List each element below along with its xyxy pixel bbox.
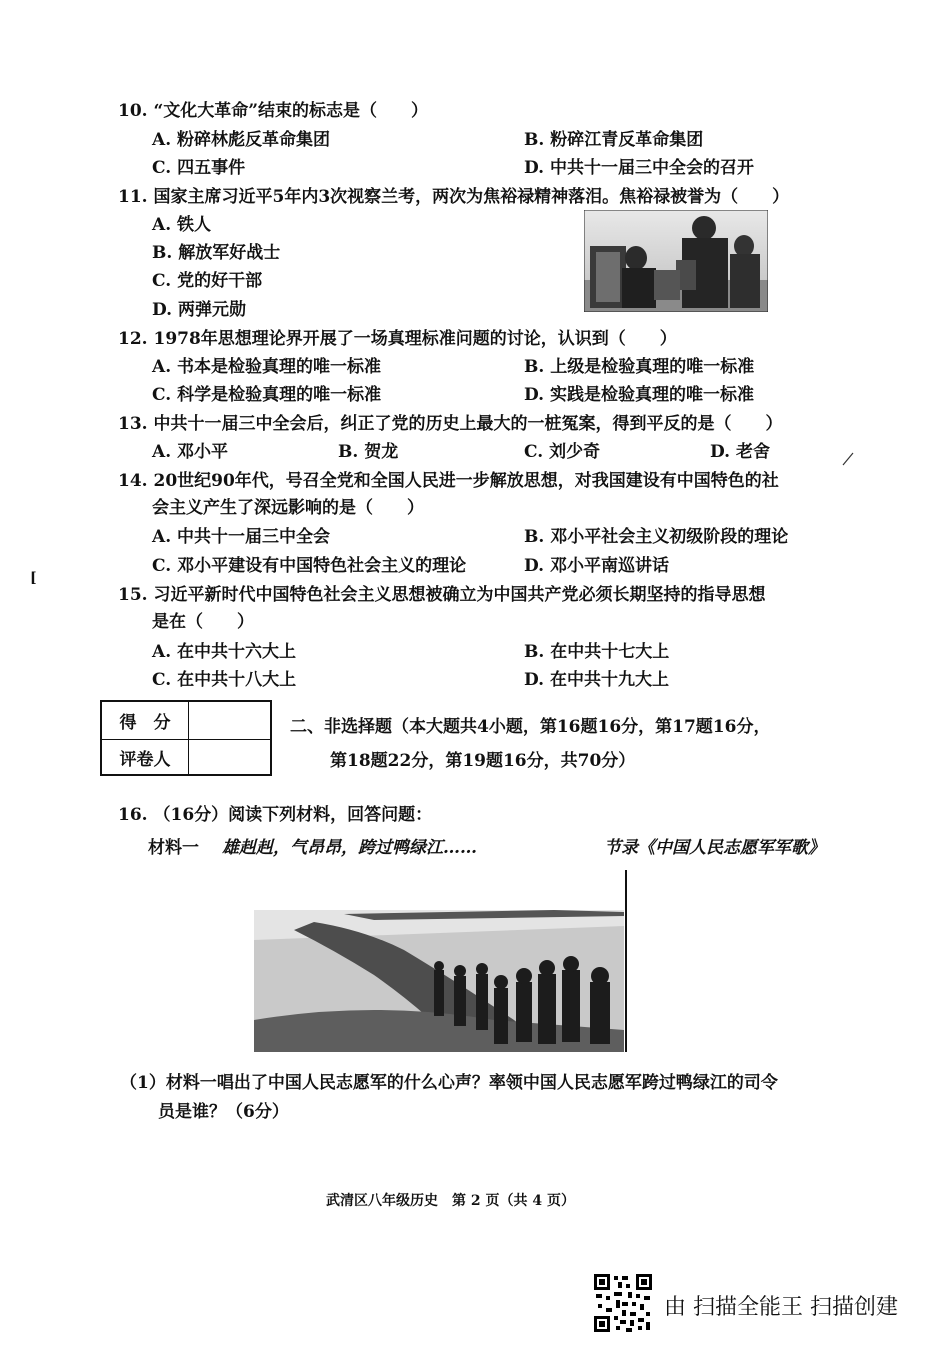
- q16-sub1-line1: （1）材料一唱出了中国人民志愿军的什么心声？率领中国人民志愿军跨过鸭绿江的司令: [120, 1073, 778, 1093]
- q16-stem: 16. （16分）阅读下列材料，回答问题：: [118, 805, 433, 825]
- q10-option-a: A. 粉碎林彪反革命集团: [152, 130, 331, 150]
- grader-field[interactable]: [188, 739, 270, 776]
- grader-label: 评卷人: [102, 739, 189, 776]
- pen-mark: [842, 452, 854, 466]
- material-label: 材料一: [148, 838, 199, 858]
- scanner-watermark: 由 扫描全能王 扫描创建: [664, 1295, 898, 1320]
- score-table: [100, 700, 272, 776]
- qr-code-icon: [592, 1272, 654, 1334]
- score-row: [102, 702, 270, 740]
- q11-option-c: C. 党的好干部: [152, 271, 263, 291]
- scan-mark: [: [30, 570, 37, 586]
- material-text: 雄赳赳，气昂昂，跨过鸭绿江……: [222, 838, 477, 858]
- q15-stem-line2: 是在（ ）: [152, 612, 254, 632]
- q14-stem-line2: 会主义产生了深远影响的是（ ）: [152, 498, 424, 518]
- section2-heading-line1: 二、非选择题（本大题共4小题，第16题16分，第17题16分，: [290, 717, 771, 737]
- q12-option-a: A. 书本是检验真理的唯一标准: [152, 357, 382, 377]
- q10-option-b: B. 粉碎江青反革命集团: [524, 130, 704, 150]
- qr-code: [592, 1272, 654, 1334]
- q14-option-b: B. 邓小平社会主义初级阶段的理论: [524, 527, 789, 547]
- q10-option-c: C. 四五事件: [152, 158, 246, 178]
- q11-option-b: B. 解放军好战士: [152, 243, 281, 263]
- q13-option-b: B. 贺龙: [338, 442, 399, 462]
- q15-option-b: B. 在中共十七大上: [524, 642, 670, 662]
- jiao-yulu-photo-graphic: [584, 210, 768, 312]
- q12-option-b: B. 上级是检验真理的唯一标准: [524, 357, 755, 377]
- page-footer: 武清区八年级历史 第 2 页（共 4 页）: [326, 1193, 575, 1209]
- q13-stem: 13. 中共十一届三中全会后，纠正了党的历史上最大的一桩冤案，得到平反的是（ ）: [118, 414, 783, 434]
- q15-option-d: D. 在中共十九大上: [524, 670, 669, 690]
- q11-stem: 11. 国家主席习近平5年内3次视察兰考，两次为焦裕禄精神落泪。焦裕禄被誉为（ ）: [118, 187, 790, 207]
- grader-row: [102, 739, 270, 776]
- q16-sub1-line2: 员是谁？（6分）: [158, 1102, 289, 1122]
- q11-option-d: D. 两弹元勋: [152, 300, 246, 320]
- q14-option-d: D. 邓小平南巡讲话: [524, 556, 669, 576]
- q15-option-c: C. 在中共十八大上: [152, 670, 297, 690]
- jiao-yulu-photo: [584, 210, 768, 312]
- q11-option-a: A. 铁人: [152, 215, 212, 235]
- q13-option-a: A. 邓小平: [152, 442, 229, 462]
- section2-heading-line2: 第18题22分，第19题16分，共70分）: [330, 751, 636, 771]
- q13-option-c: C. 刘少奇: [524, 442, 601, 462]
- yalu-crossing-graphic: [254, 870, 628, 1052]
- q14-option-a: A. 中共十一届三中全会: [152, 527, 331, 547]
- score-field[interactable]: [188, 702, 270, 739]
- q15-stem-line1: 15. 习近平新时代中国特色社会主义思想被确立为中国共产党必须长期坚持的指导思想: [118, 585, 766, 605]
- q10-stem: 10. “文化大革命”结束的标志是（ ）: [118, 101, 429, 121]
- q14-option-c: C. 邓小平建设有中国特色社会主义的理论: [152, 556, 467, 576]
- material-source: 节录《中国人民志愿军军歌》: [604, 838, 825, 858]
- score-label: 得 分: [102, 702, 189, 739]
- q10-option-d: D. 中共十一届三中全会的召开: [524, 158, 754, 178]
- q12-option-c: C. 科学是检验真理的唯一标准: [152, 385, 382, 405]
- q14-stem-line1: 14. 20世纪90年代，号召全党和全国人民进一步解放思想，对我国建设有中国特色的社: [118, 471, 779, 491]
- yalu-crossing-photo: [254, 870, 628, 1052]
- q13-option-d: D. 老舍: [710, 442, 770, 462]
- q12-option-d: D. 实践是检验真理的唯一标准: [524, 385, 754, 405]
- q12-stem: 12. 1978年思想理论界开展了一场真理标准问题的讨论，认识到（ ）: [118, 329, 677, 349]
- q15-option-a: A. 在中共十六大上: [152, 642, 297, 662]
